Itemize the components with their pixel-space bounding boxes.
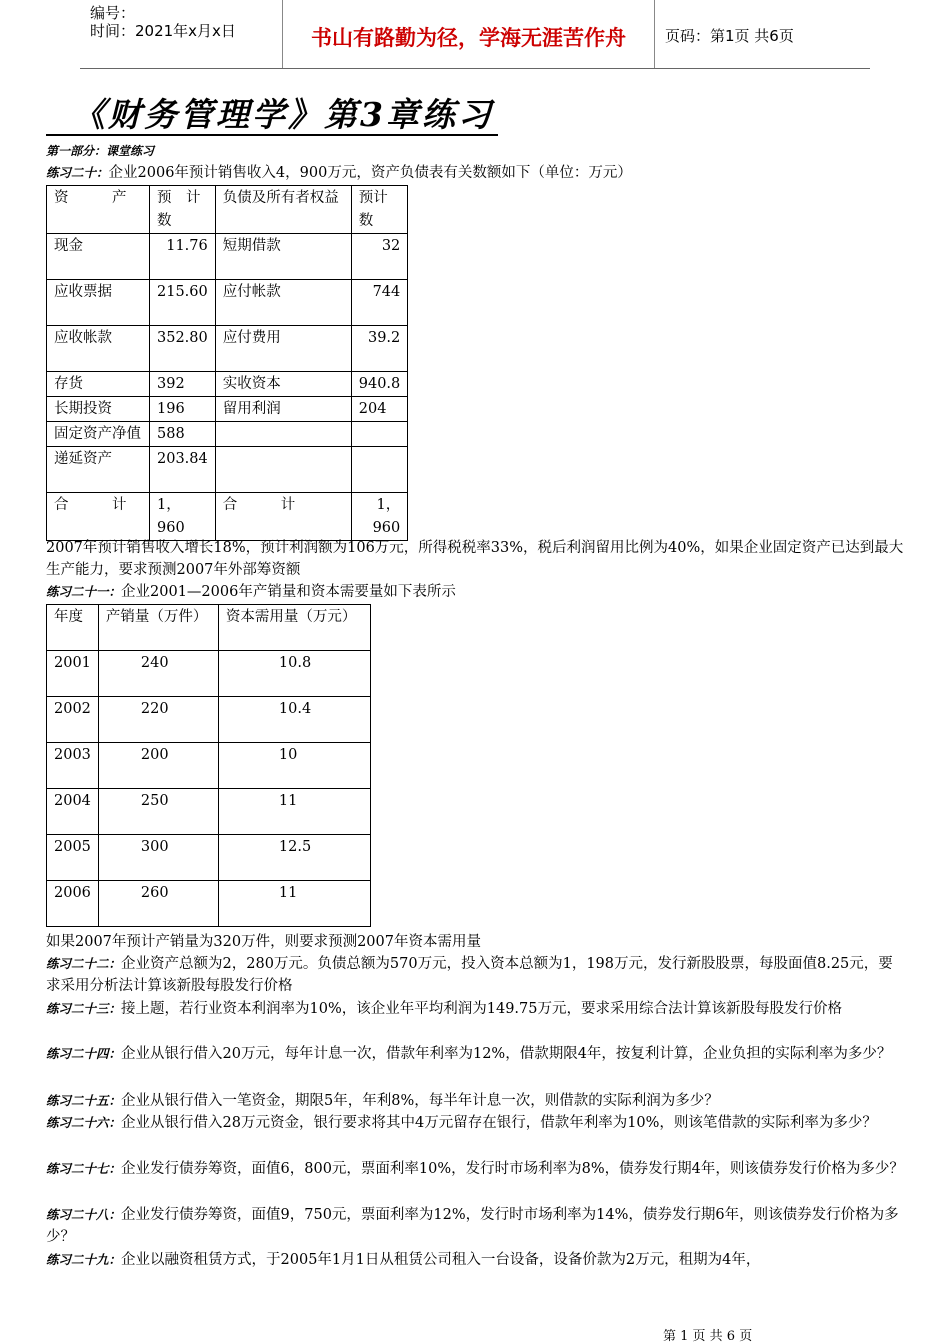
table-cell: 203.84	[150, 447, 216, 493]
table-cell: 940.8	[351, 372, 408, 397]
table-cell: 预 计数	[150, 186, 216, 234]
table-cell: 资本需用量（万元）	[218, 605, 370, 651]
table-cell: 32	[351, 234, 408, 280]
table-cell: 2006	[47, 881, 99, 927]
table-row	[47, 397, 408, 422]
exercise-text: 企业发行债券筹资，面值9，750元，票面利率为12%，发行时市场利率为14%，债券发行期6年，则该债券发行价格为多少？	[46, 1207, 899, 1245]
table-cell: 2005	[47, 835, 99, 881]
table-cell	[351, 422, 408, 447]
doc-number: 编号：	[90, 4, 136, 22]
table-cell: 负债及所有者权益	[215, 186, 351, 234]
table-cell: 合 计	[215, 493, 351, 541]
exercise-24	[46, 1043, 906, 1065]
table-cell: 1，960	[351, 493, 408, 541]
table-cell: 现金	[47, 234, 150, 280]
exercise-label: 练习二十一：	[46, 584, 122, 599]
exercise-label: 练习二十二：	[46, 956, 122, 971]
exercise-label: 练习二十六：	[46, 1115, 122, 1130]
table-cell: 应收票据	[47, 280, 150, 326]
exercise-text: 企业2001—2006年产销量和资本需要量如下表所示	[121, 584, 456, 600]
table-cell: 588	[150, 422, 216, 447]
table-row	[47, 422, 408, 447]
table-cell: 存货	[47, 372, 150, 397]
exercise-label: 练习二十三：	[46, 1001, 122, 1016]
production-capital-table	[46, 604, 371, 927]
table-header-row	[47, 186, 408, 234]
exercise-29	[46, 1249, 906, 1271]
motto: 书山有路勤为径，学海无涯苦作舟	[311, 26, 626, 50]
table-cell: 12.5	[218, 835, 370, 881]
exercise-text: 企业发行债券筹资，面值6，800元，票面利率10%，发行时市场利率为8%，债券发行期4年，则该债券发行价格为多少？	[121, 1161, 904, 1177]
table-cell: 短期借款	[215, 234, 351, 280]
header-rule	[80, 68, 870, 69]
exercise-23	[46, 998, 906, 1020]
exercise-20-intro	[46, 162, 906, 184]
table-row	[47, 372, 408, 397]
table-cell: 220	[98, 697, 218, 743]
table-cell: 递延资产	[47, 447, 150, 493]
exercise-label: 练习二十四：	[46, 1046, 122, 1061]
exercise-text: 企业以融资租赁方式，于2005年1月1日从租赁公司租入一台设备，设备价款为2万元，租期为4年，	[121, 1252, 761, 1268]
exercise-text: 企业资产总额为2，280万元。负债总额为570万元，投入资本总额为1，198万元，发行新股股票，每股面值8.25元，要求采用分析法计算该新股每股发行价格	[46, 956, 893, 994]
table-cell: 实收资本	[215, 372, 351, 397]
table-cell: 10.8	[218, 651, 370, 697]
header-page-cell	[655, 0, 870, 68]
table-row	[47, 234, 408, 280]
header-meta	[80, 0, 283, 68]
table-cell: 资 产	[47, 186, 150, 234]
table-cell: 应收帐款	[47, 326, 150, 372]
table-cell: 产销量（万件）	[98, 605, 218, 651]
table-header-row	[47, 605, 371, 651]
table-cell: 10.4	[218, 697, 370, 743]
table-cell: 合 计	[47, 493, 150, 541]
table-cell: 11	[218, 789, 370, 835]
doc-time: 时间：2021年x月x日	[90, 22, 236, 40]
table-cell: 250	[98, 789, 218, 835]
table-cell: 固定资产净值	[47, 422, 150, 447]
exercise-text: 企业从银行借入20万元，每年计息一次，借款年利率为12%，借款期限4年，按复利计算，企业负担的实际利率为多少？	[121, 1046, 892, 1062]
table-cell: 240	[98, 651, 218, 697]
exercise-text: 企业从银行借入一笔资金，期限5年，年利8%，每半年计息一次，则借款的实际利润为多少？	[121, 1093, 719, 1109]
page-header	[80, 0, 870, 68]
table-cell: 300	[98, 835, 218, 881]
table-cell: 长期投资	[47, 397, 150, 422]
exercise-25	[46, 1090, 906, 1112]
exercise-text: 接上题，若行业资本利润率为10%，该企业年平均利润为149.75万元，要求采用综合法计算该新股每股发行价格	[121, 1001, 842, 1017]
table-cell: 10	[218, 743, 370, 789]
table-cell: 200	[98, 743, 218, 789]
table-cell	[351, 447, 408, 493]
table-row	[47, 447, 408, 493]
table-row	[47, 493, 408, 541]
table-row	[47, 326, 408, 372]
table-cell: 744	[351, 280, 408, 326]
exercise-text: 企业2006年预计销售收入4，900万元，资产负债表有关数额如下（单位：万元）	[108, 165, 632, 181]
table-cell: 2004	[47, 789, 99, 835]
table-cell: 11.76	[150, 234, 216, 280]
exercise-26	[46, 1112, 906, 1134]
table-row	[47, 743, 371, 789]
document-title: 《财务管理学》第3章练习	[46, 96, 498, 136]
page-indicator: 页码：第1页 共6页	[665, 27, 794, 45]
table-cell: 39.2	[351, 326, 408, 372]
table-row	[47, 280, 408, 326]
table-cell: 2003	[47, 743, 99, 789]
table-cell: 11	[218, 881, 370, 927]
exercise-label: 练习二十七：	[46, 1161, 122, 1176]
table-cell: 352.80	[150, 326, 216, 372]
table-cell: 应付费用	[215, 326, 351, 372]
table-cell: 年度	[47, 605, 99, 651]
exercise-21-intro	[46, 581, 906, 603]
table-cell: 1，960	[150, 493, 216, 541]
table-cell	[215, 422, 351, 447]
table-cell: 204	[351, 397, 408, 422]
table-row	[47, 651, 371, 697]
table-row	[47, 835, 371, 881]
table-row	[47, 881, 371, 927]
exercise-21-question: 如果2007年预计产销量为320万件，则要求预测2007年资本需用量	[46, 934, 481, 950]
table-cell: 2002	[47, 697, 99, 743]
table-row	[47, 789, 371, 835]
table-cell: 2001	[47, 651, 99, 697]
balance-sheet-table	[46, 185, 408, 541]
table-cell: 预计数	[351, 186, 408, 234]
table-cell: 应付帐款	[215, 280, 351, 326]
table-cell: 392	[150, 372, 216, 397]
exercise-label: 练习二十九：	[46, 1252, 122, 1267]
table-row	[47, 697, 371, 743]
header-motto-cell	[283, 0, 655, 68]
exercise-label: 练习二十八：	[46, 1207, 122, 1222]
exercise-27	[46, 1158, 906, 1180]
exercise-label: 练习二十：	[46, 165, 109, 180]
exercise-label: 练习二十五：	[46, 1093, 122, 1108]
table-cell: 260	[98, 881, 218, 927]
exercise-28	[46, 1204, 906, 1248]
table-cell: 215.60	[150, 280, 216, 326]
table-cell: 196	[150, 397, 216, 422]
exercise-20-question: 2007年预计销售收入增长18%，预计利润额为106万元，所得税税率33%，税后利润留用比例为40%，如果企业固定资产已达到最大生产能力，要求预测2007年外部筹资额	[46, 540, 904, 578]
page-footer: 第 1 页 共 6 页	[663, 1329, 753, 1344]
exercise-text: 企业从银行借入28万元资金，银行要求将其中4万元留存在银行，借款年利率为10%，则该笔借款的实际利率为多少？	[121, 1115, 877, 1131]
table-cell: 留用利润	[215, 397, 351, 422]
section-heading: 第一部分：课堂练习	[46, 144, 155, 158]
table-cell	[215, 447, 351, 493]
exercise-22	[46, 953, 906, 997]
